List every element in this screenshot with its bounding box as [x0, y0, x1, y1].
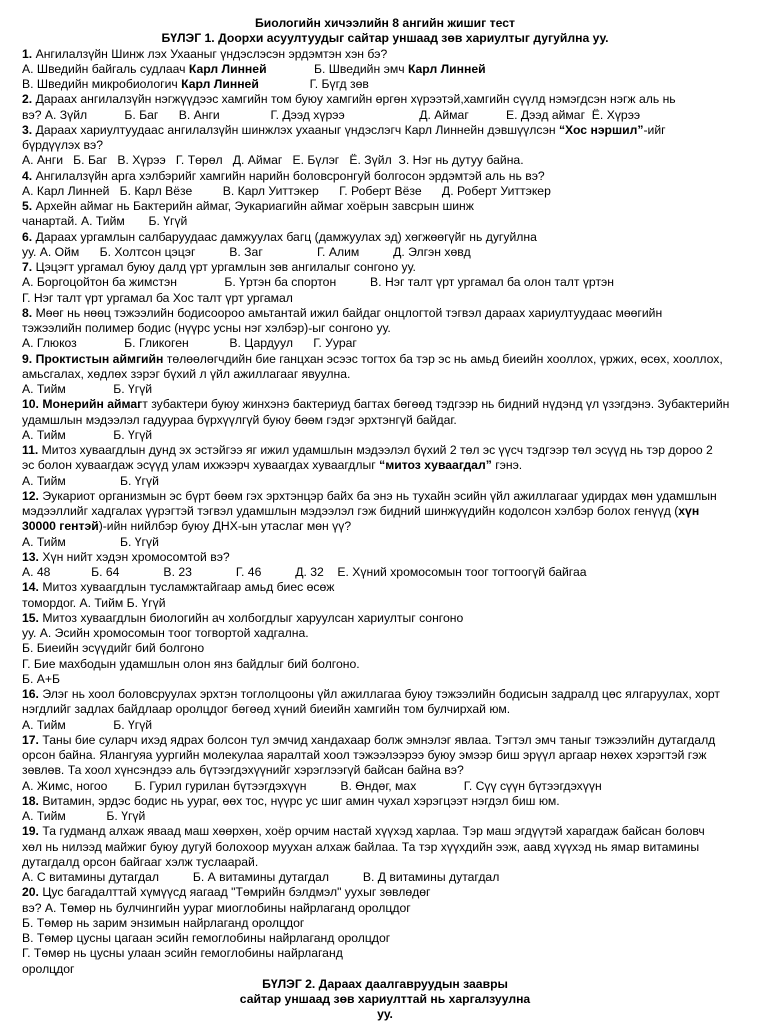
text-line [22, 62, 748, 77]
text-segment: А. Шведийн байгаль судлаач [22, 61, 189, 76]
question-body [22, 47, 748, 977]
text-segment: 1. [22, 46, 36, 61]
text-line [22, 870, 748, 885]
text-segment: 13. [22, 549, 43, 564]
text-segment: -ийг [643, 122, 666, 137]
text-line [22, 794, 748, 809]
text-line [22, 672, 748, 687]
text-segment: 2. [22, 92, 36, 107]
text-line [22, 946, 748, 961]
text-segment: орсон байна. Ялангуяа уургийн молекулаа яаралтай хоол тэжээлээрээ буюу эмээр биш эрүүл аргаар нөхөх хэрэгтэй гэж [22, 748, 707, 762]
text-segment: А. Карл Линней Б. Карл Вёзе В. Карл Уиттэкер Г. Роберт Вёзе Д. Роберт Уиттэкер [22, 183, 551, 198]
text-segment: )-ийн нийлбэр буюу ДНХ-ын утаслаг мөн үү? [98, 519, 352, 534]
text-segment: Ангилалзүйн арга хэлбэрийг хамгийн нарийн боловсронгуй болгосон эрдэмтэй аль нь вэ? [35, 168, 545, 183]
text-line [22, 108, 748, 123]
text-line [22, 550, 748, 565]
text-line [22, 260, 748, 275]
text-line [22, 962, 748, 977]
text-line [22, 901, 748, 916]
text-segment: гэнэ. [491, 458, 523, 473]
text-segment: Цус багадалттай хүмүүсд яагаад "Төмрийн бэлдмэл" уухыг зөвлөдөг [42, 885, 431, 900]
text-segment: В. Шведийн микробиологич [22, 77, 182, 91]
text-segment: Митоз хуваагдлын дунд эх эстэйгээ яг ижил удамшлын мэдээлэл бүхий 2 төл эс үүсч тэдгээр төл эсүүд нь тэр дороо 2 [41, 443, 713, 457]
text-line [22, 565, 748, 580]
text-line [22, 474, 748, 489]
text-segment: Карл Линней [188, 61, 267, 76]
text-segment: хүн [678, 504, 700, 518]
text-segment: хөл нь нилээд майжиг буюу дугуй болохоор муухан алхаж байлаа. Та тэр хүүхдийн ээж, аавд хүүхэд нь ямар витамины [22, 839, 700, 854]
text-line [22, 763, 748, 778]
text-line [22, 916, 748, 931]
text-segment: Монерийн аймаг [42, 397, 143, 412]
text-segment: В. Төмөр цусны цагаан эсийн гемоглобины найрлаганд оролцдог [22, 931, 391, 945]
text-segment: 4. [22, 168, 36, 183]
text-line [22, 519, 748, 534]
text-segment: Карл Линней [407, 61, 486, 76]
text-segment: А. Тийм Б. Үгүй [22, 534, 159, 549]
text-segment: 3. [22, 122, 36, 137]
text-segment: бүрдүүлэх вэ? [22, 138, 104, 152]
text-segment: Карл Линней [181, 77, 259, 91]
text-line [22, 779, 748, 794]
text-line [22, 611, 748, 626]
text-line [22, 77, 748, 92]
text-line [22, 382, 748, 397]
text-segment: Митоз хуваагдлын биологийн ач холбогдлыг харуулсан хариултыг сонгоно [42, 610, 464, 625]
text-segment: Г. Нэг талт үрт ургамал ба Хос талт үрт ургамал [22, 290, 293, 305]
text-line [22, 306, 748, 321]
text-segment: Цэцэгт ургамал буюу далд үрт ургамлын зөв ангилалыг сонгоно уу. [35, 260, 416, 274]
text-segment: вэ? А. Зүйл Б. Баг В. Анги Г. Дээд хүрээ Д. Аймаг Е. Дээд аймаг Ё. Хүрээ [22, 107, 641, 122]
text-line [22, 748, 748, 763]
text-segment: Витамин, эрдэс бодис нь уураг, өөх тос, нүүрс ус шиг амин чухал хэрэгцээт нэгдэл биш юм. [42, 793, 560, 808]
text-line [22, 702, 748, 717]
text-segment: Б. Төмөр нь зарим энзимын найрлаганд оролцдог [22, 915, 305, 930]
text-segment: уу. А. Ойм Б. Холтсон цэцэг В. Заг Г. Алим Д. Элгэн хөвд [22, 244, 471, 259]
text-line [22, 824, 748, 839]
text-line [22, 230, 748, 245]
text-segment: А. Тийм Б. Үгүй [22, 717, 153, 732]
text-segment: вэ? А. Төмөр нь булчингийн уураг миоглобины найрлаганд оролцдог [22, 900, 411, 915]
text-segment: тэжээлийн полимер бодис (нүүрс усны нэг хэлбэр)-ыг сонгоно уу. [22, 321, 391, 335]
text-segment: 16. [22, 687, 43, 701]
text-line [22, 214, 748, 229]
text-segment: зөвлөв. Та хоол хүнсэндээ аль бүтээгдэхүүнийг хэрэглээгүй байсан байна вэ? [22, 763, 464, 778]
text-line [22, 245, 748, 260]
text-line [22, 123, 748, 138]
text-line [22, 733, 748, 748]
text-segment: А. Тийм Б. Үгүй [22, 427, 153, 442]
text-segment: Та гудманд алхаж яваад маш хөөрхөн, хоёр орчим настай хүүхэд харлаа. Тэр маш эгдүүтэй харагдаж байсан боловч [42, 824, 705, 839]
text-line [22, 840, 748, 855]
text-segment: А. Тийм Б. Үгүй [22, 809, 146, 823]
text-line [22, 291, 748, 306]
text-segment: Элэг нь хоол боловсруулах эрхтэн тоглолцооны үйл ажиллагаа буюу тэжээлийн бодисын задралд цөс ялгаруулах, хорт [42, 687, 720, 701]
text-line [22, 458, 748, 473]
text-line [22, 931, 748, 946]
text-line [22, 275, 748, 290]
text-line [22, 596, 748, 611]
text-segment: Г. Төмөр нь цусны улаан эсийн гемоглобины найрлаганд [22, 946, 343, 961]
doc-title: Биологийн хичээлийн 8 ангийн жишиг тест [255, 16, 515, 30]
text-segment: 10. [22, 397, 43, 412]
text-segment: А. Тийм Б. Үгүй [22, 382, 153, 396]
text-segment: оролцдог [22, 961, 75, 976]
text-line [22, 626, 748, 641]
text-line [22, 641, 748, 656]
text-segment: Архейн аймаг нь Бактерийн аймаг, Эукариагийн аймаг хоёрын завсрын шинж [35, 199, 474, 213]
text-segment: 19. [22, 824, 43, 839]
text-segment: Б. Шведийн эмч [266, 61, 408, 76]
text-line [22, 885, 748, 900]
text-segment: Эукариот организмын эс бүрт бөөм гэх эрхтэнцэр байх ба энэ нь тухайн эсийн үйл ажиллагааг удирдах мөн удамшлын [42, 488, 717, 503]
text-segment: Митоз хуваагдлын тусламжтайгаар амьд биес өсөж [42, 580, 335, 595]
text-line [22, 352, 748, 367]
text-line [22, 169, 748, 184]
text-segment: Таны бие суларч ихэд ядрах болсон тул эмчид хандахаар болж эмнэлэг явлаа. Тэгтэл эмч таныг тэжээлийн дутагдалд [42, 732, 716, 747]
text-segment: Дараах ургамлын салбаруудаас дамжуулах багц (дамжуулах эд) хөгжөөгүйг нь дугуйлна [35, 229, 537, 244]
text-segment: А. 48 Б. 64 В. 23 Г. 46 Д. 32 Е. Хүний хромосомын тоог тогтоогүй байгаа [22, 565, 587, 579]
text-segment: Г. Бие махбодын удамшлын олон янз байдлыг бий болгоно. [22, 656, 360, 671]
text-segment: 30000 гентэй [22, 519, 99, 534]
text-segment: уу. А. Эсийн хромосомын тоог тогвортой хадгална. [22, 626, 309, 640]
text-segment: т зубактери буюу жинхэнэ бактериуд багтах бөгөөд тэдгээр нь бидний нүдэнд үл үзэгдэнэ. Зубактерийн [142, 397, 730, 412]
text-segment: Г. Бүгд зөв [258, 77, 369, 91]
text-line [22, 428, 748, 443]
text-line [22, 443, 748, 458]
text-segment: дутагдалд орсон байгааг хэлж туслаарай. [22, 854, 259, 869]
text-line [22, 718, 748, 733]
text-segment: 9. [22, 351, 36, 366]
text-segment: 17. [22, 732, 43, 747]
text-segment: Б. Биеийн эсүүдийг бий болгоно [22, 641, 205, 656]
text-line [22, 184, 748, 199]
text-line [22, 397, 748, 412]
text-line [22, 199, 748, 214]
text-segment: 15. [22, 610, 43, 625]
text-segment: А. Глюкоз Б. Гликоген В. Цардуул Г. Уураг [22, 336, 357, 351]
text-line [22, 153, 748, 168]
text-segment: мэдээллийг хадгалах үүрэгтэй тэгвэл удамшлын мэдээлэл гэж бидний шинжүүдийн кодолсон хэлбэр болох генүүд ( [22, 504, 679, 518]
text-segment: амьсгалах, хөдлөх зэрэг бүхий л үйл ажиллагааг явуулна. [22, 366, 351, 381]
text-segment: нэгдлийг задлах байдлаар оролцдог бөгөөд хүний биеийн хамгийн том булчирхай юм. [22, 702, 511, 717]
text-segment: эс болон хуваагдаж эсүүд улам ихжээрч хуваагдах хуваагдлыг [22, 458, 380, 473]
text-segment: А. Боргоцойтон ба жимстэн Б. Үртэн ба спортон В. Нэг талт үрт ургамал ба олон талт үртэн [22, 275, 614, 290]
text-segment: 12. [22, 488, 43, 503]
text-segment: А. Тийм Б. Үгүй [22, 473, 159, 488]
text-segment: Дараах ангилалзүйн нэгжүүдээс хамгийн том буюу хамгийн өргөн хүрээтэй,хамгийн сүүлд нэмэгдсэн нэгж аль нь [35, 92, 676, 107]
text-line [22, 413, 748, 428]
text-line [22, 809, 748, 824]
text-line [22, 687, 748, 702]
text-segment: Хүн нийт хэдэн хромосомтой вэ? [42, 549, 230, 564]
text-segment: 6. [22, 229, 36, 244]
text-segment: А. Жимс, ногоо Б. Гурил гурилан бүтээгдэхүүн В. Өндөг, мах Г. Сүү сүүн бүтээгдэхүүн [22, 778, 602, 793]
text-line [22, 47, 748, 62]
text-segment: удамшлын мэдээлэл гадуураа бүрхүүлгүй буюу бөөм гэдэг эрхтэнгүй байдаг. [22, 412, 457, 427]
text-segment: “митоз хуваагдал” [379, 458, 492, 473]
text-line [22, 855, 748, 870]
text-line [22, 367, 748, 382]
section2-heading-line-1: БҮЛЭГ 2. Дараах даалгавруудын заавры [262, 976, 508, 991]
text-line [22, 321, 748, 336]
text-line [22, 580, 748, 595]
text-segment: 20. [22, 885, 43, 900]
text-segment: Мөөг нь нөөц тэжээлийн бодисоороо амьтантай ижил байдаг онцлогтой тэгвэл дараах хариултуудаас мөөгийн [35, 305, 663, 320]
text-segment: Б. А+Б [22, 671, 61, 686]
section2-heading-line-2: сайтар уншаад зөв хариулттай нь харгалзуулна [239, 992, 531, 1006]
text-line [22, 92, 748, 107]
text-segment: 14. [22, 580, 43, 595]
text-segment: Дараах хариултуудаас ангилалзүйн шинжлэх ухааныг үндэслэгч Карл Линнейн дэвшүүлсэн [35, 122, 559, 137]
text-segment: 18. [22, 793, 43, 808]
text-segment: “Хос нэршил” [558, 122, 644, 137]
text-line [22, 336, 748, 351]
text-segment: чанартай. А. Тийм Б. Үгүй [22, 214, 188, 229]
text-segment: 11. [22, 443, 42, 457]
text-segment: Ангилалзүйн Шинж лэх Ухааныг үндэслэсэн эрдэмтэн хэн бэ? [35, 46, 388, 61]
text-segment: 7. [22, 260, 36, 274]
text-line [22, 657, 748, 672]
text-line [22, 535, 748, 550]
text-line [22, 504, 748, 519]
section1-heading: БҮЛЭГ 1. Доорхи асуултуудыг сайтар уншаад зөв хариултыг дугуйлна уу. [161, 31, 609, 46]
text-segment: А. Анги Б. Баг В. Хүрээ Г. Төрөл Д. Аймаг Е. Бүлэг Ё. Зүйл З. Нэг нь дутуу байна. [22, 153, 524, 168]
text-segment: төлөөлөгчдийн бие ганцхан эсээс тогтох ба тэр эс нь амьд биеийн хооллох, үржих, өсөх, хооллох, [163, 351, 723, 366]
text-line [22, 138, 748, 153]
text-segment: 5. [22, 199, 36, 213]
text-segment: Проктистын аймгийн [35, 351, 164, 366]
text-segment: 8. [22, 305, 36, 320]
section2-heading-line-3: уу. [377, 1007, 393, 1022]
text-segment: томордог. А. Тийм Б. Үгүй [22, 595, 166, 610]
text-line [22, 489, 748, 504]
text-segment: А. С витамины дутагдал Б. А витамины дутагдал В. Д витамины дутагдал [22, 870, 500, 884]
